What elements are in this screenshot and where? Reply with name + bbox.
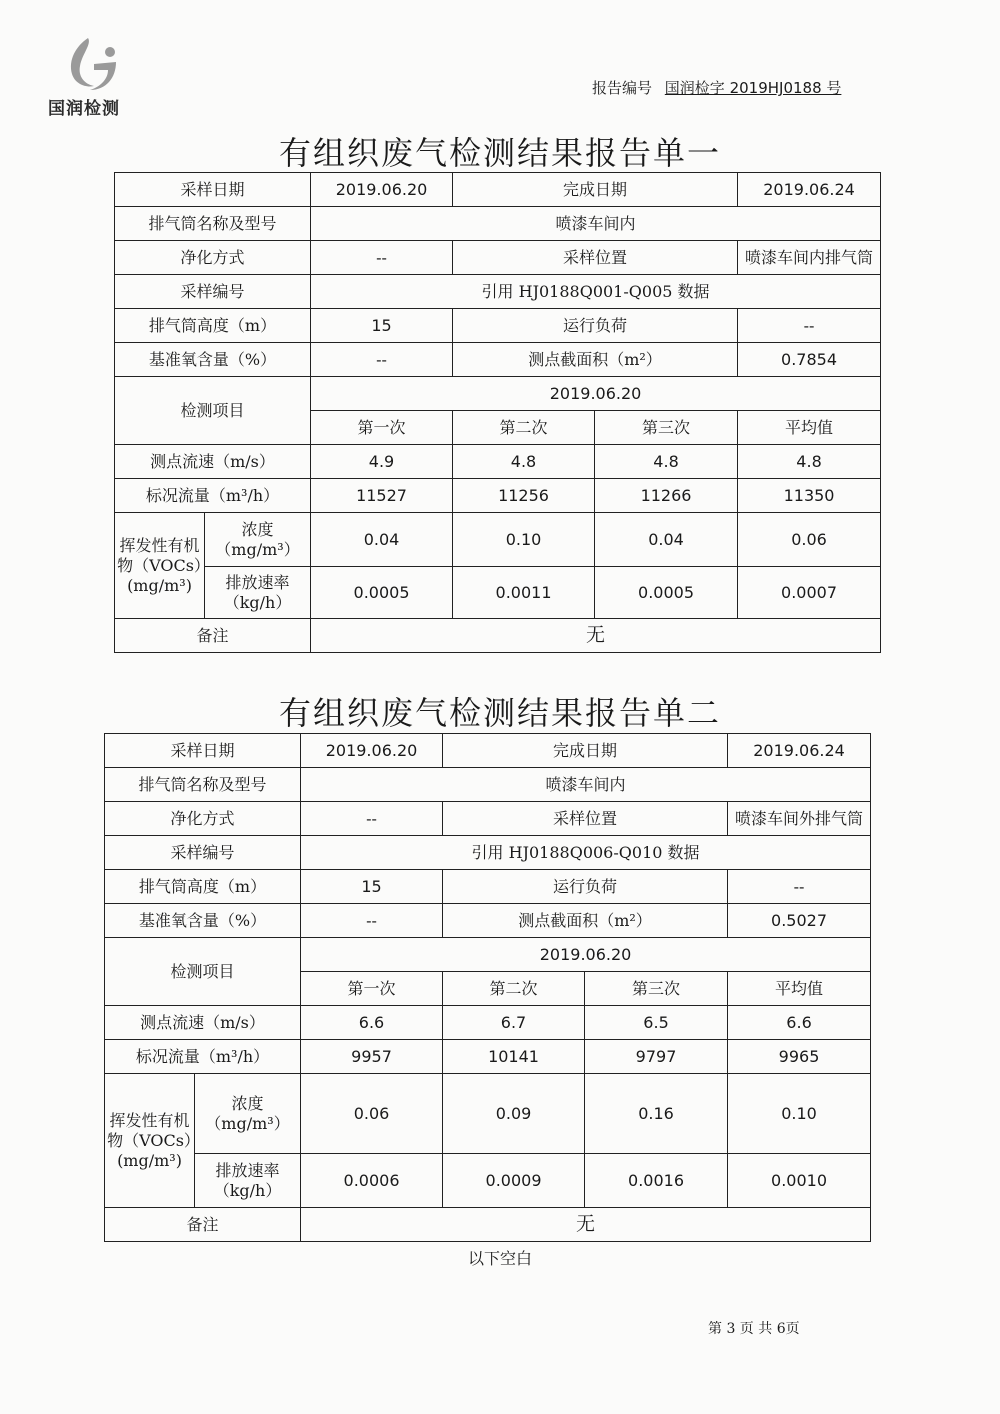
completion-date: 2019.06.24 — [738, 173, 881, 207]
area-value: 0.7854 — [738, 343, 881, 377]
sampling-location: 喷漆车间内排气筒 — [738, 241, 881, 275]
stack-name-label: 排气筒名称及型号 — [105, 768, 301, 802]
report-title-1: 有组织废气检测结果报告单一 — [278, 134, 721, 172]
blank-below-note: 以下空白 — [467, 1249, 532, 1268]
area-value: 0.5027 — [728, 904, 871, 938]
conc-cell: 0.09 — [443, 1074, 585, 1154]
remark-label: 备注 — [105, 1208, 301, 1242]
item-label: 检测项目 — [115, 377, 311, 445]
load-label: 运行负荷 — [453, 309, 738, 343]
purification-value: -- — [301, 802, 443, 836]
logo-mark-icon — [58, 34, 128, 96]
flow-cell: 11527 — [311, 479, 453, 513]
completion-date-label: 完成日期 — [443, 734, 728, 768]
flow-cell: 9965 — [728, 1040, 871, 1074]
remark-value: 无 — [311, 619, 881, 653]
result-table-2 — [104, 733, 871, 1242]
sample-no: 引用 HJ0188Q006-Q010 数据 — [301, 836, 871, 870]
flow-cell: 9957 — [301, 1040, 443, 1074]
rate-cell: 0.0007 — [738, 567, 881, 619]
flow-label: 标况流量（m³/h） — [105, 1040, 301, 1074]
sample-no: 引用 HJ0188Q001-Q005 数据 — [311, 275, 881, 309]
stack-height-label: 排气筒高度（m） — [105, 870, 301, 904]
col-header: 第二次 — [453, 411, 595, 445]
col-header: 平均值 — [728, 972, 871, 1006]
sampling-location: 喷漆车间外排气筒 — [728, 802, 871, 836]
flow-label: 标况流量（m³/h） — [115, 479, 311, 513]
rate-cell: 0.0010 — [728, 1154, 871, 1208]
col-header: 第一次 — [311, 411, 453, 445]
conc-cell: 0.16 — [585, 1074, 728, 1154]
result-table-1 — [114, 172, 881, 653]
flow-cell: 11350 — [738, 479, 881, 513]
test-date: 2019.06.20 — [311, 377, 881, 411]
rate-cell: 0.0009 — [443, 1154, 585, 1208]
load-value: -- — [728, 870, 871, 904]
logo-text: 国润检测 — [48, 99, 120, 119]
load-value: -- — [738, 309, 881, 343]
sample-no-label: 采样编号 — [105, 836, 301, 870]
flow-cell: 11256 — [453, 479, 595, 513]
rate-label: 排放速率（kg/h） — [195, 1154, 301, 1208]
rate-cell: 0.0016 — [585, 1154, 728, 1208]
report-number-label: 报告编号 — [592, 79, 653, 97]
col-header: 第一次 — [301, 972, 443, 1006]
page-number: 第 3 页 共 6页 — [708, 1321, 800, 1337]
sampling-date-label: 采样日期 — [115, 173, 311, 207]
conc-label: 浓度（mg/m³） — [195, 1074, 301, 1154]
purification-label: 净化方式 — [115, 241, 311, 275]
velocity-cell: 6.7 — [443, 1006, 585, 1040]
stack-name: 喷漆车间内 — [301, 768, 871, 802]
col-header: 平均值 — [738, 411, 881, 445]
stack-name-label: 排气筒名称及型号 — [115, 207, 311, 241]
stack-height-label: 排气筒高度（m） — [115, 309, 311, 343]
stack-name: 喷漆车间内 — [311, 207, 881, 241]
completion-date-label: 完成日期 — [453, 173, 738, 207]
conc-cell: 0.10 — [728, 1074, 871, 1154]
velocity-cell: 4.8 — [738, 445, 881, 479]
item-label: 检测项目 — [105, 938, 301, 1006]
velocity-cell: 4.8 — [453, 445, 595, 479]
col-header: 第二次 — [443, 972, 585, 1006]
velocity-label: 测点流速（m/s） — [105, 1006, 301, 1040]
rate-label: 排放速率（kg/h） — [205, 567, 311, 619]
oxygen-label: 基准氧含量（%） — [115, 343, 311, 377]
completion-date: 2019.06.24 — [728, 734, 871, 768]
conc-cell: 0.06 — [738, 513, 881, 567]
rate-cell: 0.0011 — [453, 567, 595, 619]
remark-value: 无 — [301, 1208, 871, 1242]
oxygen-value: -- — [301, 904, 443, 938]
voc-label: 挥发性有机物（VOCs）(mg/m³) — [105, 1074, 195, 1208]
conc-cell: 0.04 — [311, 513, 453, 567]
velocity-cell: 4.9 — [311, 445, 453, 479]
report-title-2: 有组织废气检测结果报告单二 — [278, 694, 721, 732]
area-label: 测点截面积（m²） — [443, 904, 728, 938]
flow-cell: 10141 — [443, 1040, 585, 1074]
report-number — [592, 77, 841, 98]
report-number-value: 国润检字 2019HJ0188 号 — [664, 79, 842, 97]
oxygen-label: 基准氧含量（%） — [105, 904, 301, 938]
conc-cell: 0.10 — [453, 513, 595, 567]
stack-height: 15 — [311, 309, 453, 343]
velocity-cell: 6.5 — [585, 1006, 728, 1040]
sampling-location-label: 采样位置 — [453, 241, 738, 275]
sampling-date-label: 采样日期 — [105, 734, 301, 768]
conc-cell: 0.06 — [301, 1074, 443, 1154]
sample-no-label: 采样编号 — [115, 275, 311, 309]
oxygen-value: -- — [311, 343, 453, 377]
col-header: 第三次 — [585, 972, 728, 1006]
rate-cell: 0.0005 — [595, 567, 738, 619]
stack-height: 15 — [301, 870, 443, 904]
rate-cell: 0.0006 — [301, 1154, 443, 1208]
flow-cell: 9797 — [585, 1040, 728, 1074]
purification-value: -- — [311, 241, 453, 275]
voc-label: 挥发性有机物（VOCs）(mg/m³) — [115, 513, 205, 619]
company-logo — [44, 34, 154, 124]
remark-label: 备注 — [115, 619, 311, 653]
load-label: 运行负荷 — [443, 870, 728, 904]
velocity-label: 测点流速（m/s） — [115, 445, 311, 479]
velocity-cell: 6.6 — [301, 1006, 443, 1040]
sampling-date: 2019.06.20 — [311, 173, 453, 207]
velocity-cell: 6.6 — [728, 1006, 871, 1040]
rate-cell: 0.0005 — [311, 567, 453, 619]
sampling-date: 2019.06.20 — [301, 734, 443, 768]
sampling-location-label: 采样位置 — [443, 802, 728, 836]
col-header: 第三次 — [595, 411, 738, 445]
conc-label: 浓度（mg/m³） — [205, 513, 311, 567]
test-date: 2019.06.20 — [301, 938, 871, 972]
purification-label: 净化方式 — [105, 802, 301, 836]
flow-cell: 11266 — [595, 479, 738, 513]
conc-cell: 0.04 — [595, 513, 738, 567]
velocity-cell: 4.8 — [595, 445, 738, 479]
area-label: 测点截面积（m²） — [453, 343, 738, 377]
